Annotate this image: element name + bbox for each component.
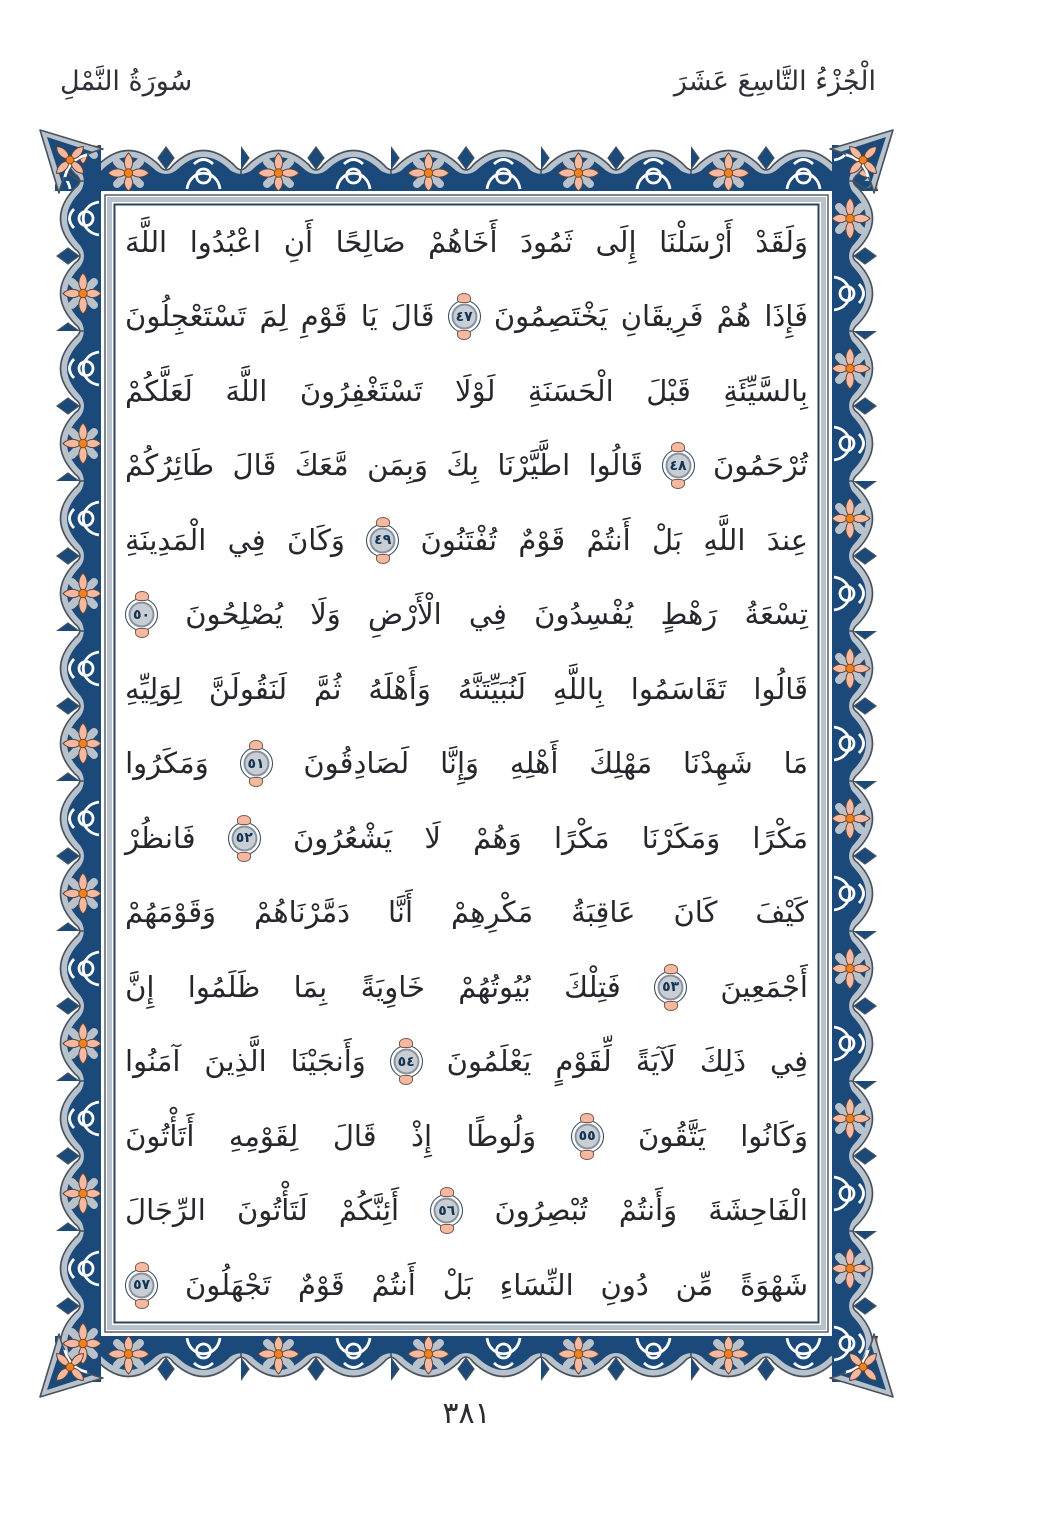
quran-word: فَإِذَا <box>764 299 808 333</box>
quran-word: وَكَانُوا <box>740 1118 808 1153</box>
quran-word: بِالسَّيِّئَةِ <box>723 373 808 408</box>
quran-word: عِندَ <box>766 522 808 557</box>
quran-word: الَّذِينَ <box>204 1044 267 1078</box>
quran-word: الْمَدِينَةِ <box>125 522 207 557</box>
quran-word: لِوَلِيِّهِ <box>125 671 182 706</box>
quran-line <box>125 1250 808 1320</box>
quran-word: قَبْلَ <box>646 373 691 408</box>
quran-word: أَنتُمْ <box>371 1267 416 1302</box>
ayah-number-marker: ٥٤ <box>390 1045 423 1078</box>
quran-word: شَهِدْنَا <box>683 746 753 780</box>
quran-word: شَهْوَةً <box>740 1267 808 1302</box>
quran-word: دَمَّرْنَاهُمْ <box>254 895 351 929</box>
page-frame <box>55 145 878 1382</box>
quran-line <box>125 1027 808 1097</box>
quran-word: قَوْمٌ <box>297 1267 345 1302</box>
quran-word: ظَلَمُوا <box>187 969 261 1004</box>
ayah-number-marker: ٥١ <box>240 747 273 780</box>
quran-word: لَوْلَا <box>455 373 496 408</box>
ayah-number-marker: ٥٧ <box>125 1269 158 1302</box>
quran-word: مَكْرًا <box>553 820 610 855</box>
quran-word: قَوْمٌ <box>518 522 566 557</box>
quran-word: ذَلِكَ <box>699 1044 747 1078</box>
quran-word: أَنتُمْ <box>586 522 631 557</box>
quran-word: وَإِنَّا <box>440 746 480 780</box>
quran-word: لَتَأْتُونَ <box>236 1193 308 1227</box>
quran-word: وَبِمَن <box>367 448 429 482</box>
quran-line <box>125 729 808 799</box>
quran-line <box>125 431 808 501</box>
quran-word: تُفْتَنُونَ <box>420 522 498 557</box>
quran-word: الْفَاحِشَةَ <box>708 1193 808 1227</box>
quran-word: بِمَا <box>293 969 328 1004</box>
quran-word: يَا <box>360 299 378 333</box>
quran-line <box>125 878 808 948</box>
quran-word: تِسْعَةُ <box>744 597 808 631</box>
quran-word: فَرِيقَانِ <box>620 299 704 333</box>
quran-word: تُرْحَمُونَ <box>712 448 808 482</box>
ayah-number-marker: ٤٧ <box>448 300 481 333</box>
ayah-number-marker: ٥٦ <box>430 1194 463 1227</box>
quran-word: آمَنُوا <box>125 1044 181 1078</box>
quran-word: لَنَقُولَنَّ <box>208 671 288 706</box>
quran-word: إِنَّ <box>125 969 155 1004</box>
quran-word: اللَّهَ <box>125 224 168 259</box>
quran-word: فِي <box>468 597 507 631</box>
quran-word: صَالِحًا <box>335 224 406 259</box>
quran-line <box>125 207 808 277</box>
quran-word: الْأَرْضِ <box>368 597 442 631</box>
quran-word: طَائِرُكُمْ <box>125 448 215 482</box>
quran-word: لَنُبَيِّتَنَّهُ <box>457 671 526 706</box>
quran-line <box>125 505 808 575</box>
quran-word: فَانظُرْ <box>125 820 196 855</box>
quran-word: وَقَوْمَهُمْ <box>125 895 217 929</box>
quran-word: أَرْسَلْنَا <box>659 224 733 259</box>
quran-line <box>125 1101 808 1171</box>
quran-line <box>125 356 808 426</box>
surah-name-header: سُورَةُ النَّمْلِ <box>60 66 193 97</box>
quran-word: مَكْرًا <box>752 820 808 855</box>
quran-word: أَئِنَّكُمْ <box>338 1193 400 1227</box>
quran-word: إِلَى <box>595 224 637 259</box>
quran-word: عَاقِبَةُ <box>571 895 636 929</box>
quran-line <box>125 952 808 1022</box>
quran-word: بَلْ <box>442 1267 473 1302</box>
quran-word: يَعْلَمُونَ <box>446 1044 532 1078</box>
quran-word: وَلُوطًا <box>466 1118 537 1153</box>
ayah-number-marker: ٥٢ <box>228 822 261 855</box>
quran-word: بِكَ <box>446 448 479 482</box>
quran-word: وَمَكَرْنَا <box>641 820 721 855</box>
quran-word: يَشْعُرُونَ <box>292 820 393 855</box>
quran-word: مَا <box>783 746 808 780</box>
quran-word: أَنِ <box>283 224 314 259</box>
quran-word: قَالَ <box>390 299 435 333</box>
quran-word: دُونِ <box>600 1267 649 1302</box>
ayah-number-marker: ٥٥ <box>571 1120 604 1153</box>
quran-word: الْحَسَنَةِ <box>527 373 614 408</box>
quran-word: خَاوِيَةً <box>360 969 425 1004</box>
quran-word: الرِّجَالَ <box>125 1193 206 1227</box>
quran-word: قَالَ <box>232 448 277 482</box>
quran-line <box>125 803 808 873</box>
quran-word: تَسْتَغْفِرُونَ <box>299 373 423 408</box>
quran-word: أَنَّا <box>388 895 413 929</box>
quran-word: قَوْمِ <box>300 299 348 333</box>
quran-word: ثُمَّ <box>314 671 342 706</box>
quran-text-block <box>125 207 808 1320</box>
quran-word: وَمَكَرُوا <box>125 746 209 780</box>
quran-word: لِّقَوْمٍ <box>555 1044 612 1078</box>
quran-word: يُفْسِدُونَ <box>534 597 634 631</box>
quran-word: قَالَ <box>332 1118 377 1153</box>
page-number: ٣٨١ <box>442 1396 491 1431</box>
quran-word: رَهْطٍ <box>660 597 718 631</box>
quran-word: فِي <box>227 522 266 557</box>
quran-word: ثَمُودَ <box>520 224 573 259</box>
quran-word: فَتِلْكَ <box>564 969 621 1004</box>
ayah-number-marker: ٤٨ <box>662 449 695 482</box>
quran-word: وَكَانَ <box>286 522 345 557</box>
quran-word: لَآيَةً <box>635 1044 676 1078</box>
quran-line <box>125 580 808 650</box>
quran-word: اللَّهَ <box>225 373 268 408</box>
quran-word: كَانَ <box>673 895 718 929</box>
quran-word: مَّعَكَ <box>294 448 349 482</box>
quran-word: لَصَادِقُونَ <box>303 746 410 780</box>
quran-line <box>125 654 808 724</box>
quran-word: لَا <box>424 820 441 855</box>
quran-line <box>125 1176 808 1246</box>
quran-word: يَتَّقُونَ <box>638 1118 706 1153</box>
quran-word: مَهْلِكَ <box>589 746 653 780</box>
quran-word: لِمَ <box>259 299 288 333</box>
quran-word: تُبْصِرُونَ <box>494 1193 588 1227</box>
quran-word: لَعَلَّكُمْ <box>125 373 193 408</box>
quran-word: أَتَأْتُونَ <box>125 1118 195 1153</box>
quran-word: هُمْ <box>716 299 752 333</box>
quran-word: لِقَوْمِهِ <box>228 1118 299 1153</box>
ayah-number-marker: ٥٣ <box>654 971 687 1004</box>
quran-word: مَكْرِهِمْ <box>451 895 534 929</box>
quran-word: تَسْتَعْجِلُونَ <box>125 299 247 333</box>
quran-word: قَالُوا <box>753 671 808 706</box>
quran-word: وَهُمْ <box>473 820 522 855</box>
quran-word: وَلَقَدْ <box>755 224 808 259</box>
ayah-number-marker: ٤٩ <box>366 524 399 557</box>
quran-word: قَالُوا <box>588 448 644 482</box>
quran-word: كَيْفَ <box>755 895 808 929</box>
quran-word: وَأَهْلَهُ <box>368 671 431 706</box>
quran-word: اطَّيَّرْنَا <box>497 448 571 482</box>
ayah-number-marker: ٥٠ <box>125 598 158 631</box>
quran-word: بُيُوتُهُمْ <box>458 969 531 1004</box>
quran-word: أَهْلِهِ <box>509 746 559 780</box>
juz-header: الْجُزْءُ التَّاسِعَ عَشَرَ <box>673 66 876 97</box>
quran-word: مِّن <box>675 1267 714 1302</box>
quran-word: اللَّهِ <box>703 522 746 557</box>
quran-word: يُصْلِحُونَ <box>185 597 284 631</box>
quran-word: وَأَنتُمْ <box>618 1193 678 1227</box>
quran-word: وَلَا <box>310 597 341 631</box>
quran-word: أَخَاهُمْ <box>428 224 498 259</box>
quran-word: تَجْهَلُونَ <box>185 1267 272 1302</box>
quran-word: بَلْ <box>652 522 683 557</box>
quran-word: أَجْمَعِينَ <box>720 969 808 1004</box>
quran-word: بِاللَّهِ <box>552 671 604 706</box>
quran-word: وَأَنجَيْنَا <box>290 1044 366 1078</box>
quran-word: اعْبُدُوا <box>189 224 262 259</box>
quran-line <box>125 282 808 352</box>
quran-word: يَخْتَصِمُونَ <box>493 299 608 333</box>
quran-word: النِّسَاءِ <box>499 1267 574 1302</box>
quran-word: تَقَاسَمُوا <box>630 671 727 706</box>
quran-word: فِي <box>769 1044 808 1078</box>
quran-word: إِذْ <box>411 1118 433 1153</box>
